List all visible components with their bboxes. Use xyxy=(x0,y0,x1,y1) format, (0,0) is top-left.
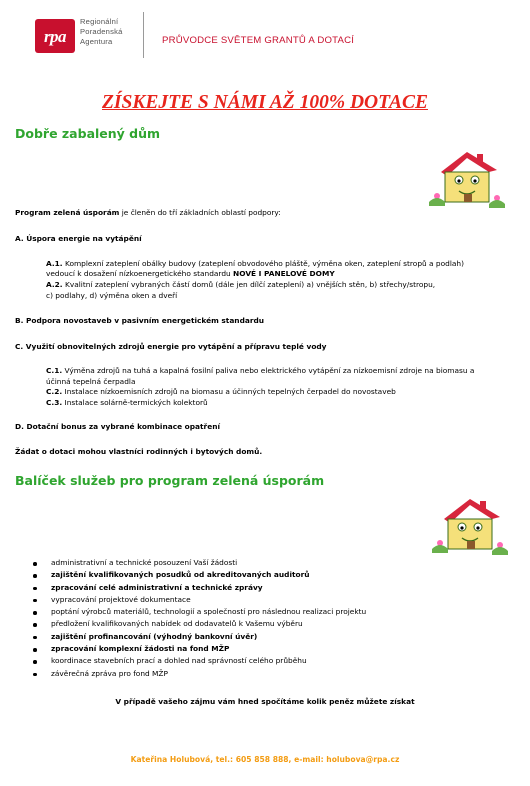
logo-line: Regionální xyxy=(80,17,119,26)
eligibility-note: Žádat o dotaci mohou vlastníci rodinných i bytových domů. xyxy=(15,447,263,456)
item-c1 xyxy=(46,366,474,376)
item-text: závěrečná zpráva pro fond MŽP xyxy=(51,668,168,678)
text: Instalace nízkoemisních zdrojů na biomasu a účinných tepelných čerpadel do novostaveb xyxy=(62,387,396,396)
section-title-services: Balíček služeb pro program zelená úsporám xyxy=(15,473,325,488)
section-title-house: Dobře zabalený dům xyxy=(15,126,161,141)
bullet-icon xyxy=(33,562,37,566)
text: Instalace solárně-termických kolektorů xyxy=(62,398,208,407)
bullet-icon xyxy=(33,636,37,640)
headline: ZÍSKEJTE S NÁMI AŽ 100% DOTACE xyxy=(102,92,428,113)
list-item xyxy=(33,557,366,569)
rpa-logo xyxy=(35,19,75,53)
item-a2 xyxy=(46,280,435,290)
logo-line: Agentura xyxy=(80,37,113,46)
item-text: zajištění profinancování (výhodný bankovní úvěr) xyxy=(51,631,258,641)
list-item xyxy=(33,606,366,618)
list-item xyxy=(33,668,366,680)
item-a2-cont: c) podlahy, d) výměna oken a dveří xyxy=(46,291,178,300)
item-a1-cont xyxy=(46,269,335,279)
bullet-icon xyxy=(33,623,37,627)
intro-text: je členěn do tří základních oblastí podpory: xyxy=(119,208,281,217)
item-text: koordinace stavebních prací a dohled nad správností celého průběhu xyxy=(51,656,307,666)
list-item xyxy=(33,655,366,667)
list-item xyxy=(33,582,366,594)
tagline: PRŮVODCE SVĚTEM GRANTŮ A DOTACÍ xyxy=(162,35,355,46)
bullet-icon xyxy=(33,574,37,578)
item-text: vypracování projektové dokumentace xyxy=(51,594,191,604)
list-item xyxy=(33,631,366,643)
item-text: předložení kvalifikovaných nabídek od dodavatelů k Vašemu výběru xyxy=(51,619,303,629)
item-text: administrativní a technické posouzení Vaší žádosti xyxy=(51,558,238,567)
text: Kvalitní zateplení vybraných částí domů (dále jen dílčí zateplení) a) vnějších stěn, b) střechy/stropu, xyxy=(62,280,436,289)
bullet-icon xyxy=(33,673,37,677)
highlight: NOVÉ I PANELOVÉ DOMY xyxy=(233,269,335,278)
code: A.2. xyxy=(46,280,63,289)
code: C.1. xyxy=(46,366,63,375)
item-text: poptání výrobců materiálů, technologií a společností pro následnou realizaci projektu xyxy=(51,607,367,617)
bullet-icon xyxy=(33,648,37,652)
logo-mark: rpa xyxy=(43,27,67,46)
bullet-icon xyxy=(33,587,37,591)
house-illustration-icon xyxy=(430,497,510,557)
text: Komplexní zateplení obálky budovy (zateplení obvodového pláště, výměna oken, zateplení stropů a podlah) xyxy=(62,259,464,268)
closing-offer: V případě vašeho zájmu vám hned spočítáme kolik peněz můžete získat xyxy=(115,697,415,706)
house-illustration-icon xyxy=(427,150,507,210)
program-name: Program zelená úsporám xyxy=(15,208,120,217)
item-text: zajištění kvalifikovaných posudků od akreditovaných auditorů xyxy=(51,570,310,580)
code: C.2. xyxy=(46,387,63,396)
item-text: zpracování celé administrativní a technické zprávy xyxy=(51,582,263,592)
item-c2 xyxy=(46,387,396,397)
intro-paragraph xyxy=(15,208,281,218)
item-c1-cont: účinná tepelná čerpadla xyxy=(46,377,136,386)
bullet-icon xyxy=(33,599,37,603)
list-item xyxy=(33,643,366,655)
services-list xyxy=(33,557,366,680)
list-item xyxy=(33,594,366,606)
area-d-title: D. Dotační bonus za vybrané kombinace opatření xyxy=(15,422,220,431)
text: vedoucí k dosažení nízkoenergetického standardu xyxy=(46,269,234,278)
contact-footer: Kateřina Holubová, tel.: 605 858 888, e-mail: holubova@rpa.cz xyxy=(130,755,400,764)
area-c-title: C. Využití obnovitelných zdrojů energie pro vytápění a přípravu teplé vody xyxy=(15,342,327,351)
area-a-title: A. Úspora energie na vytápění xyxy=(15,234,142,243)
code: C.3. xyxy=(46,398,63,407)
bullet-icon xyxy=(33,611,37,615)
item-c3 xyxy=(46,398,208,408)
item-text: zpracování komplexní žádosti na fond MŽP xyxy=(51,644,230,654)
logo-text xyxy=(80,17,123,47)
list-item xyxy=(33,569,366,581)
bullet-icon xyxy=(33,660,37,664)
header-divider xyxy=(143,12,144,58)
area-b-title: B. Podpora novostaveb v pasivním energetickém standardu xyxy=(15,316,265,325)
logo-line: Poradenská xyxy=(80,27,123,36)
item-a1 xyxy=(46,259,464,269)
code: A.1. xyxy=(46,259,63,268)
list-item xyxy=(33,618,366,630)
text: Výměna zdrojů na tuhá a kapalná fosilní paliva nebo elektrického vytápění za nízkoemisní zdroje na biomasu a xyxy=(62,366,475,375)
